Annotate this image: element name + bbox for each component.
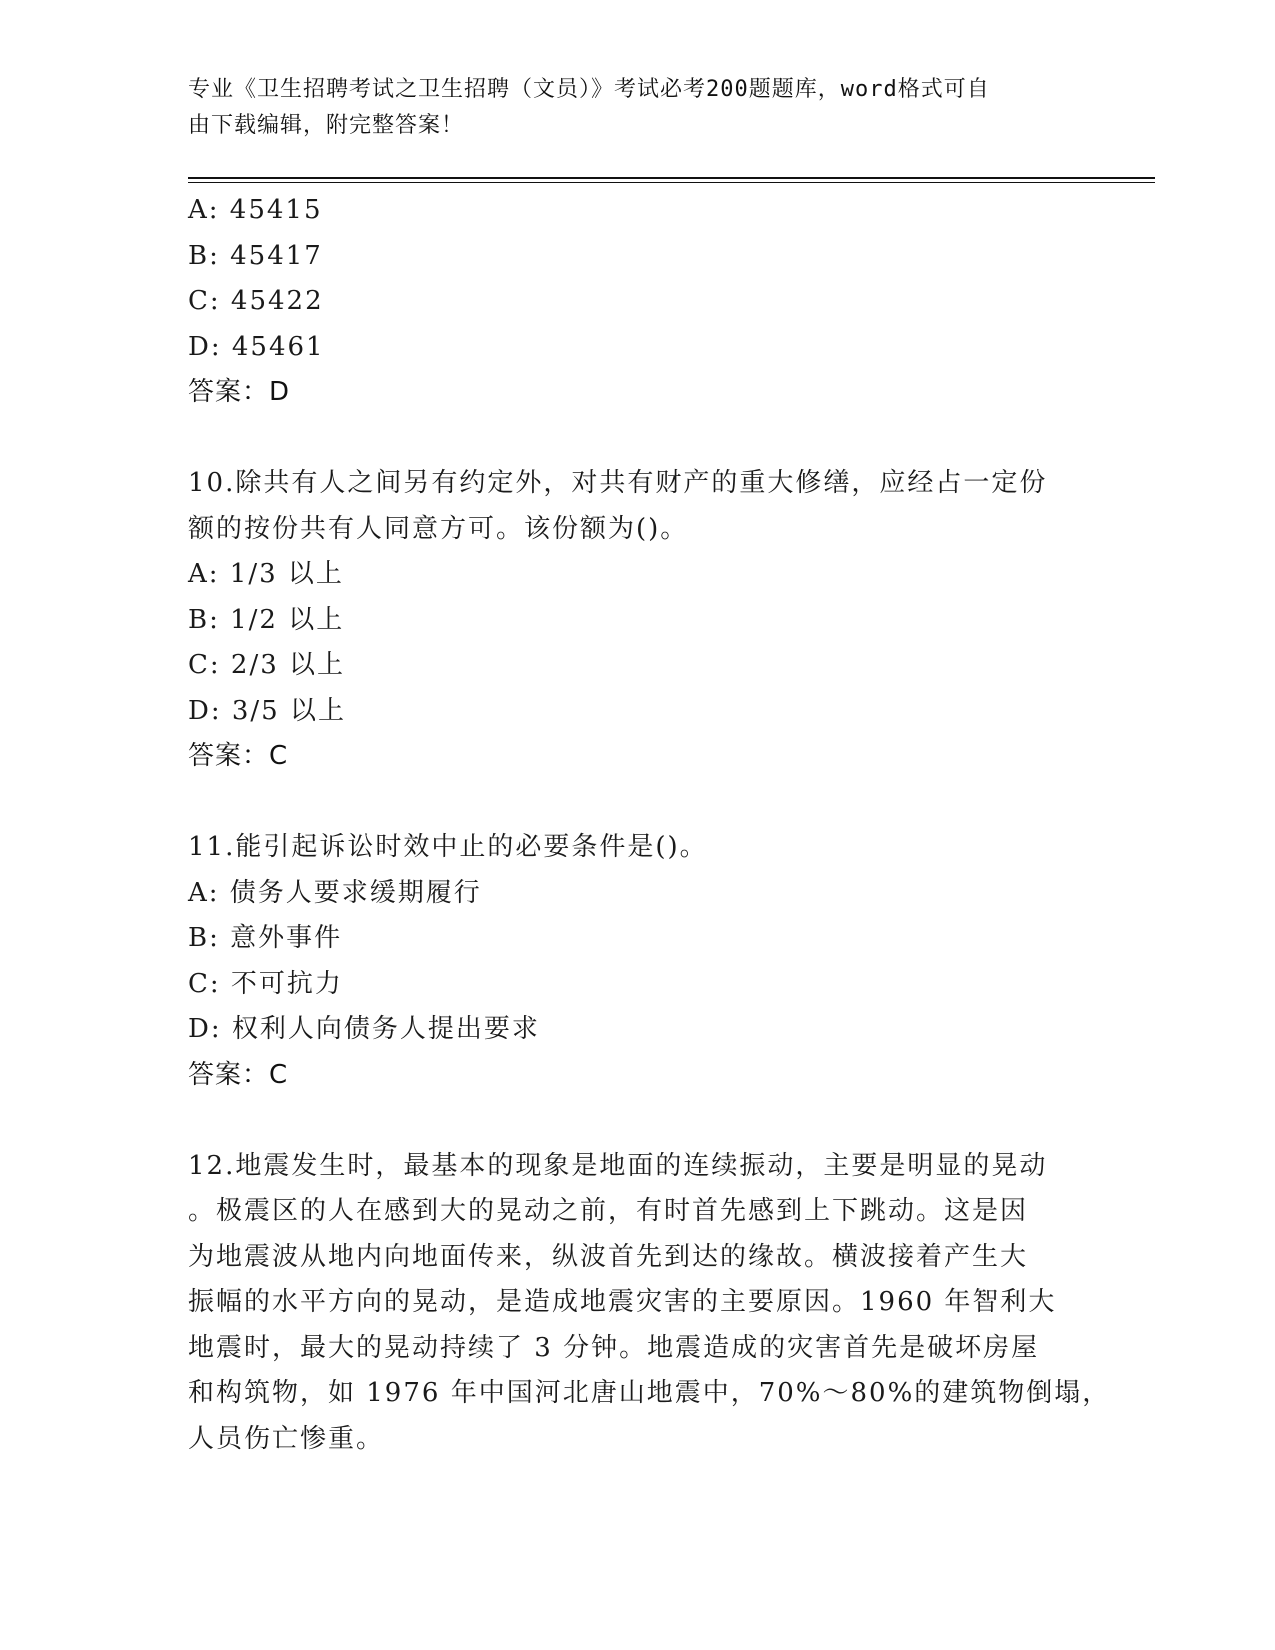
answer-line: 答案：C bbox=[188, 741, 289, 771]
header-rule-thin bbox=[188, 182, 1155, 183]
question-10-block bbox=[188, 461, 1088, 780]
question-line: 10.除共有人之间另有约定外，对共有财产的重大修缮，应经占一定份 bbox=[188, 468, 1048, 498]
header-rule-thick bbox=[188, 177, 1155, 179]
spacer bbox=[188, 416, 1088, 462]
question-line: 额的按份共有人同意方可。该份额为()。 bbox=[188, 513, 689, 544]
question-line: 11.能引起诉讼时效中止的必要条件是()。 bbox=[188, 832, 708, 862]
option-b: B: 45417 bbox=[188, 240, 323, 271]
question-text bbox=[188, 1144, 1111, 1463]
option-c: C: 不可抗力 bbox=[188, 968, 343, 999]
question-text bbox=[188, 825, 1088, 871]
question-9-block bbox=[188, 188, 1088, 416]
question-line: 振幅的水平方向的晃动，是造成地震灾害的主要原因。1960 年智利大 bbox=[188, 1287, 1057, 1317]
question-line: 和构筑物，如 1976 年中国河北唐山地震中，70%～80%的建筑物倒塌， bbox=[188, 1378, 1111, 1408]
option-a: A: 债务人要求缓期履行 bbox=[188, 877, 482, 908]
document-header bbox=[188, 72, 1068, 144]
question-line: 为地震波从地内向地面传来，纵波首先到达的缘故。横波接着产生大 bbox=[188, 1241, 1029, 1272]
spacer bbox=[188, 780, 1088, 826]
question-line: 12.地震发生时，最基本的现象是地面的连续振动，主要是明显的晃动 bbox=[188, 1150, 1048, 1181]
option-b: B: 1/2 以上 bbox=[188, 604, 345, 635]
document-body bbox=[188, 188, 1111, 1462]
option-d: D: 45461 bbox=[188, 331, 325, 362]
header-line-2: 由下载编辑，附完整答案！ bbox=[188, 113, 465, 138]
answer-line: 答案：C bbox=[188, 1059, 289, 1090]
question-11-block bbox=[188, 825, 1088, 1098]
question-line: 。极震区的人在感到大的晃动之前，有时首先感到上下跳动。这是因 bbox=[188, 1196, 1029, 1226]
option-c: C: 2/3 以上 bbox=[188, 650, 346, 680]
question-text bbox=[188, 461, 1088, 552]
option-d: D: 3/5 以上 bbox=[188, 695, 346, 726]
question-line: 地震时，最大的晃动持续了 3 分钟。地震造成的灾害首先是破坏房屋 bbox=[188, 1332, 1040, 1363]
option-a: A: 1/3 以上 bbox=[188, 559, 344, 589]
question-12-block bbox=[188, 1144, 1111, 1463]
answer-line: 答案：D bbox=[188, 377, 291, 407]
spacer bbox=[188, 1098, 1088, 1144]
header-line-1: 专业《卫生招聘考试之卫生招聘（文员）》考试必考200题题库，word格式可自 bbox=[188, 77, 990, 102]
option-a: A: 45415 bbox=[188, 195, 323, 225]
option-d: D: 权利人向债务人提出要求 bbox=[188, 1014, 540, 1044]
question-line: 人员伤亡惨重。 bbox=[188, 1423, 385, 1454]
option-c: C: 45422 bbox=[188, 286, 324, 316]
option-b: B: 意外事件 bbox=[188, 923, 343, 953]
